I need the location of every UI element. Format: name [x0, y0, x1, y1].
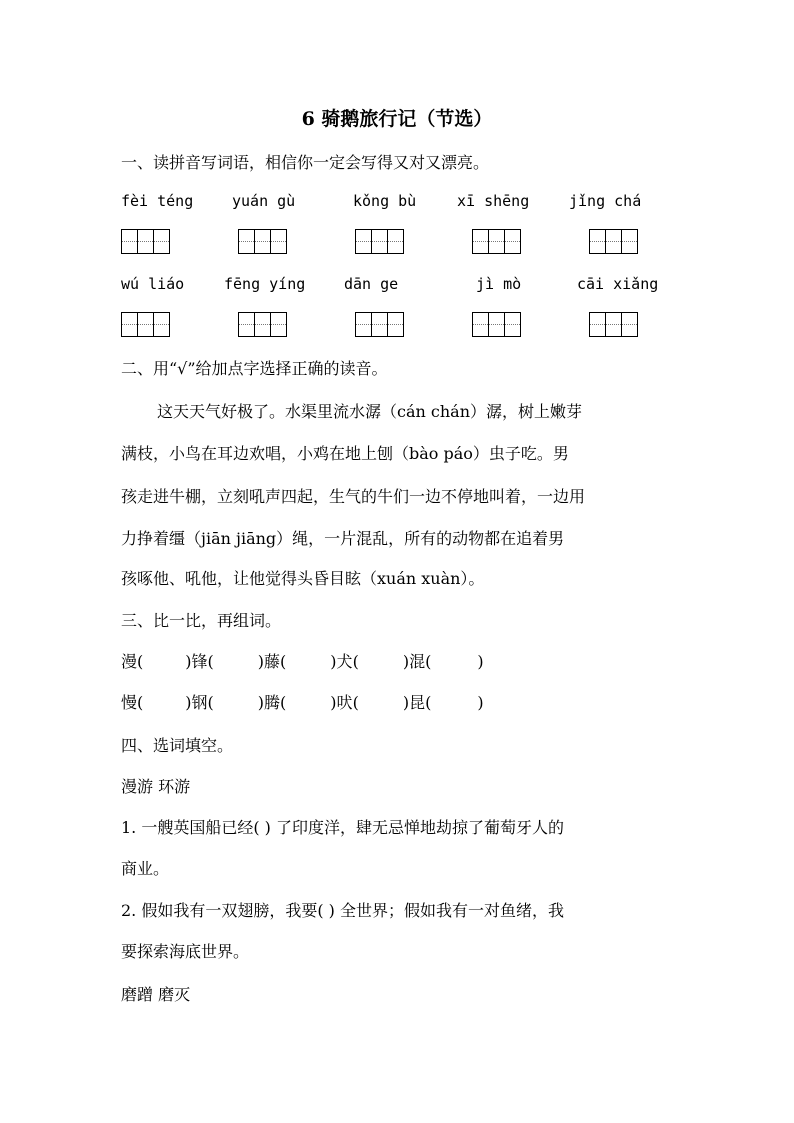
word-choices: 漫游 环游 [121, 777, 191, 796]
section4-heading: 四、选词填空。 [121, 736, 234, 755]
pinyin-item: fēng yíng [224, 275, 306, 293]
answer-box[interactable] [589, 312, 638, 337]
question-2: 2. 假如我有一双翅膀，我要( ) 全世界；假如我有一对鱼绪，我 [121, 901, 565, 920]
answer-box[interactable] [238, 229, 287, 254]
answer-box[interactable] [121, 229, 170, 254]
section1-heading: 一、读拼音写词语，相信你一定会写得又对又漂亮。 [121, 153, 490, 172]
passage-line: 孩啄他、吼他，让他觉得头昏目眩（xuán xuàn）。 [121, 569, 485, 588]
answer-box[interactable] [589, 229, 638, 254]
char: 慢 [121, 693, 138, 712]
section2-heading: 二、用“√”给加点字选择正确的读音。 [121, 359, 388, 378]
pinyin-item: jì mò [476, 275, 522, 293]
passage-line: 孩走进牛棚，立刻吼声四起，生气的牛们一边不停地叫着，一边用 [121, 487, 586, 506]
char: 腾 [264, 693, 281, 712]
compare-row-1: 漫( )锋( )藤( )犬( )混( ) [121, 652, 484, 671]
page-title: 6 骑鹅旅行记（节选） [301, 108, 493, 130]
pinyin-item: jǐng chá [569, 192, 642, 210]
pinyin-item: fèi téng [121, 192, 194, 210]
pinyin-item: cāi xiǎng [577, 275, 659, 293]
answer-box[interactable] [472, 229, 521, 254]
pinyin-item: xī shēng [457, 192, 530, 210]
compare-row-2: 慢( )钢( )腾( )吠( )昆( ) [121, 693, 484, 712]
answer-box[interactable] [355, 229, 404, 254]
answer-box[interactable] [355, 312, 404, 337]
question-1-cont: 商业。 [121, 859, 170, 878]
question-2-cont: 要探索海底世界。 [121, 942, 250, 961]
pinyin-item: kǒng bù [353, 192, 417, 210]
char: 漫 [121, 652, 138, 671]
char: 吠 [336, 693, 353, 712]
question-1: 1. 一艘英国船已经( ) 了印度洋，肆无忌惮地劫掠了葡萄牙人的 [121, 818, 565, 837]
char: 犬 [336, 652, 353, 671]
char: 藤 [264, 652, 281, 671]
char: 钢 [191, 693, 208, 712]
answer-box[interactable] [121, 312, 170, 337]
passage-line: 力挣着缰（jiān jiāng）绳，一片混乱，所有的动物都在追着男 [121, 529, 565, 548]
char: 锋 [191, 652, 208, 671]
word-choices: 磨蹭 磨灭 [121, 985, 191, 1004]
answer-box[interactable] [238, 312, 287, 337]
char: 混 [409, 652, 426, 671]
answer-box[interactable] [472, 312, 521, 337]
passage-line: 满枝，小鸟在耳边欢唱，小鸡在地上刨（bào páo）虫子吃。男 [121, 444, 569, 463]
section3-heading: 三、比一比，再组词。 [121, 611, 282, 630]
passage-line: 这天天气好极了。水渠里流水潺（cán chán）潺，树上嫩芽 [157, 402, 583, 421]
pinyin-item: dān ge [344, 275, 399, 293]
pinyin-item: yuán gù [232, 192, 296, 210]
char: 昆 [409, 693, 426, 712]
pinyin-item: wú liáo [121, 275, 185, 293]
